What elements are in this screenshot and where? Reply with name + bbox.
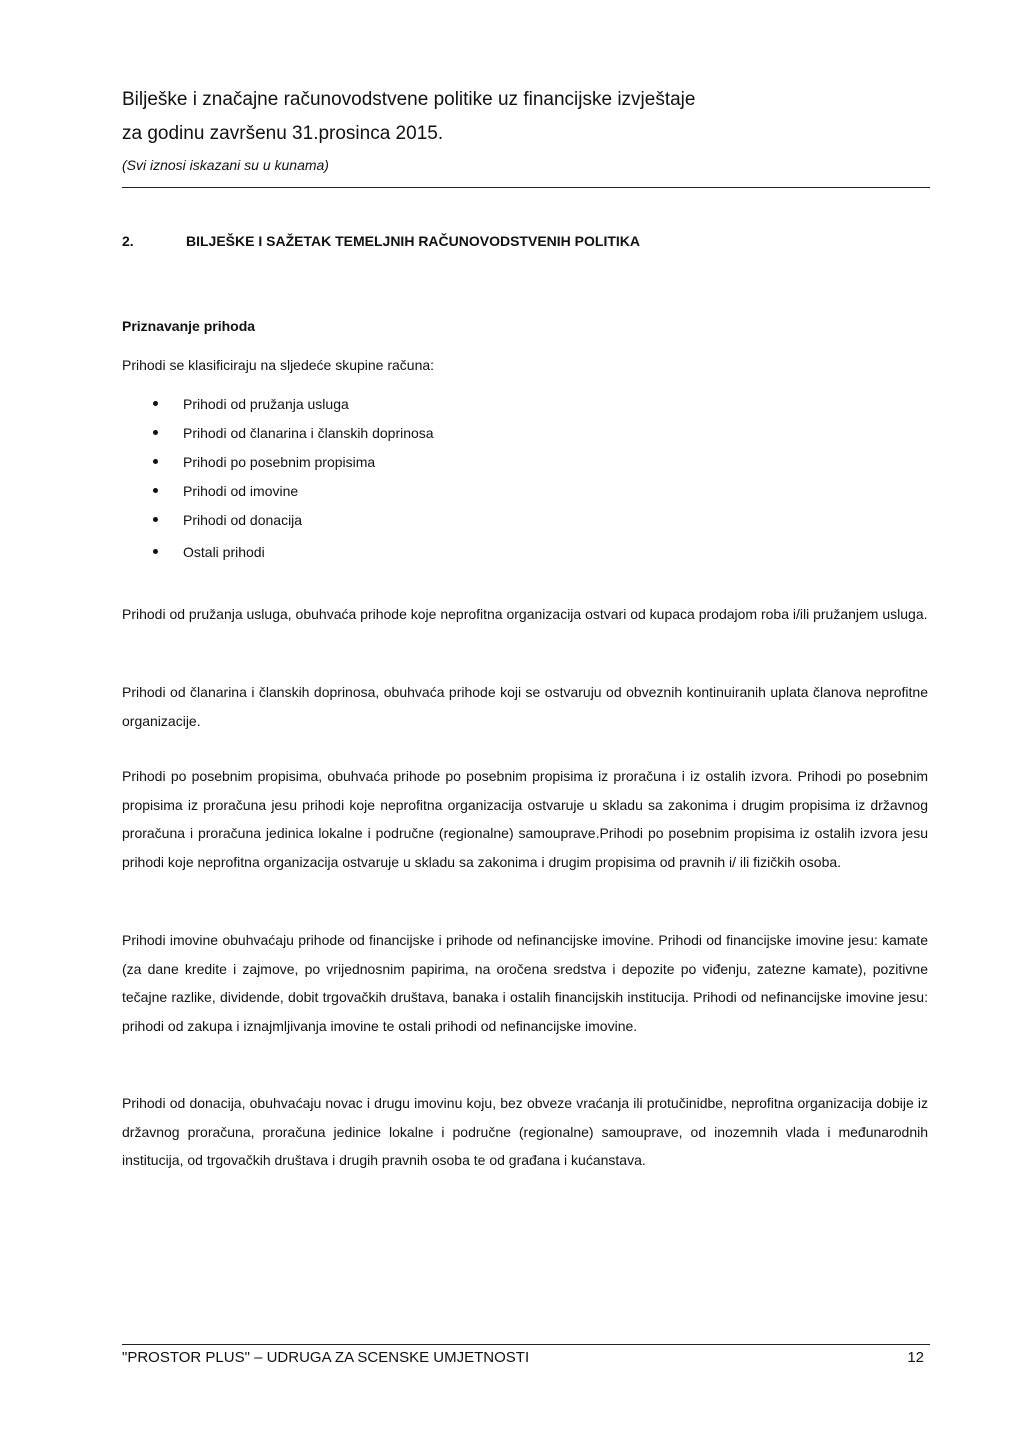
header-title-line2: za godinu završenu 31.prosinca 2015. (122, 123, 444, 144)
paragraph-regulation-revenue: Prihodi po posebnim propisima, obuhvaća prihode po posebnim propisima iz proračuna i iz ostalih izvora. Prihodi po posebnim propisima iz proračuna jesu prihodi koje neprofitna organizacija ostvaruje u skladu sa zakonima i drugim propisima iz državnog proračuna i proračuna jedinica lokalne i područne (regionalne) samouprave.Prihodi po posebnim propisima iz ostalih izvora jesu prihodi koje neprofitna organizacija ostvaruje u skladu sa zakonima i drugim propisima od pravnih i/ ili fizičkih osoba. (122, 768, 928, 870)
list-item-text: Prihodi po posebnim propisima (183, 454, 376, 470)
revenue-categories-list (150, 393, 434, 570)
page-number: 12 (907, 1349, 924, 1366)
list-item-text: Prihodi od donacija (183, 512, 303, 528)
bullet-icon (153, 517, 158, 522)
footer-divider (122, 1344, 930, 1345)
paragraph-membership-revenue: Prihodi od članarina i članskih doprinosa, obuhvaća prihode koji se ostvaruju od obveznih kontinuiranih uplata članova neprofitne organizacije. (122, 684, 928, 729)
bullet-icon (153, 459, 158, 464)
list-item-text: Ostali prihodi (183, 544, 265, 560)
bullet-icon (153, 401, 158, 406)
list-item-text: Prihodi od imovine (183, 483, 299, 499)
section-heading (122, 233, 640, 249)
list-item (150, 422, 434, 451)
list-item-text: Prihodi od članarina i članskih doprinosa (183, 425, 434, 441)
bullet-icon (153, 549, 158, 554)
list-item (150, 509, 434, 538)
header-title-line1: Bilješke i značajne računovodstvene politike uz financijske izvještaje (122, 89, 696, 110)
list-item (150, 393, 434, 422)
header-note: (Svi iznosi iskazani su u kunama) (122, 157, 329, 173)
list-item (150, 451, 434, 480)
paragraph-services-revenue: Prihodi od pružanja usluga, obuhvaća prihode koje neprofitna organizacija ostvari od kupaca prodajom roba i/ili pružanjem usluga. (122, 606, 928, 622)
page-header (122, 84, 930, 176)
list-item (150, 480, 434, 509)
bullet-icon (153, 488, 158, 493)
list-item-text: Prihodi od pružanja usluga (183, 396, 349, 412)
bullet-icon (153, 430, 158, 435)
section-title: BILJEŠKE I SAŽETAK TEMELJNIH RAČUNOVODSTVENIH POLITIKA (186, 233, 640, 249)
header-divider (122, 187, 930, 188)
list-item (150, 541, 434, 570)
paragraph-donation-revenue: Prihodi od donacija, obuhvaćaju novac i drugu imovinu koju, bez obveze vraćanja ili protučinidbe, neprofitna organizacija dobije iz državnog proračuna, proračuna jedinice lokalne i područne (regionalne) samouprave, od inozemnih vlada i međunarodnih institucija, od trgovačkih društava i drugih pravnih osoba te od građana i kućanstava. (122, 1095, 928, 1168)
paragraph-asset-revenue: Prihodi imovine obuhvaćaju prihode od financijske i prihode od nefinancijske imovine. Prihodi od financijske imovine jesu: kamate (za dane kredite i zajmove, po vrijednosnim papirima, na oročena sredstva i depozite po viđenju, zatezne kamate), pozitivne tečajne razlike, dividende, dobit trgovačkih društava, banaka i ostalih financijskih institucija. Prihodi od nefinancijske imovine jesu: prihodi od zakupa i iznajmljivanja imovine te ostali prihodi od nefinancijske imovine. (122, 932, 928, 1034)
subsection-intro: Prihodi se klasificiraju na sljedeće skupine računa: (122, 357, 435, 373)
section-number: 2. (122, 233, 134, 249)
subsection-title: Priznavanje prihoda (122, 318, 256, 334)
footer-organization: "PROSTOR PLUS" – UDRUGA ZA SCENSKE UMJETNOSTI (122, 1349, 530, 1366)
